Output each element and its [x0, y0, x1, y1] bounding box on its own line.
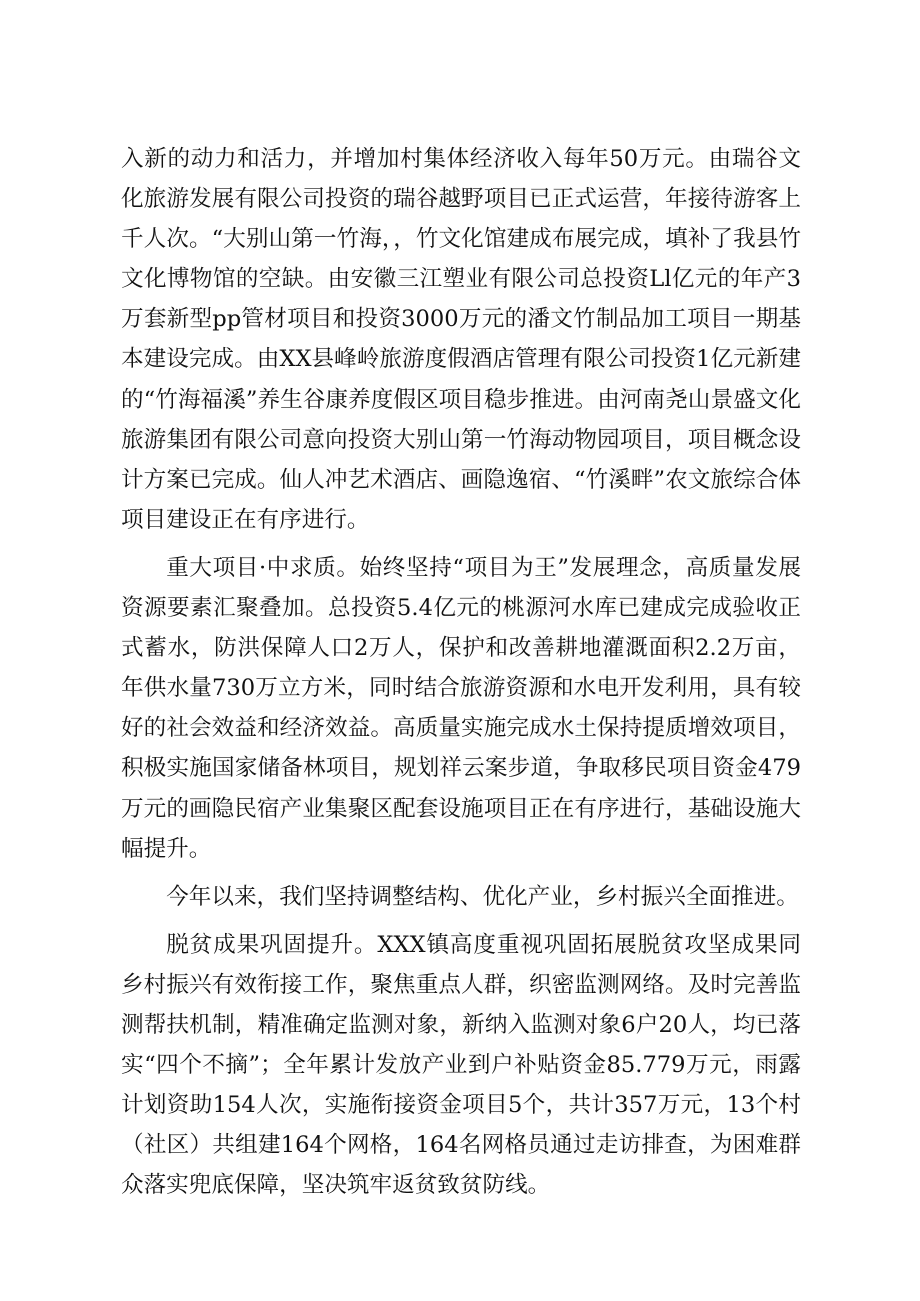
document-body	[121, 139, 801, 1205]
paragraph-continuation: 入新的动力和活力，并增加村集体经济收入每年50万元。由瑞谷文化旅游发展有限公司投资的瑞谷越野项目已正式运营，年接待游客上千人次。“大别山第一竹海，，竹文化馆建成布展完成，填补了我县竹文化博物馆的空缺。由安徽三江塑业有限公司总投资Ll亿元的年产3万套新型pp管材项目和投资3000万元的潘文竹制品加工项目一期基本建设完成。由XX县峰岭旅游度假酒店管理有限公司投资1亿元新建的“竹海福溪”养生谷康养度假区项目稳步推进。由河南尧山景盛文化旅游集团有限公司意向投资大别山第一竹海动物园项目，项目概念设计方案已完成。仙人冲艺术酒店、画隐逸宿、“竹溪畔”农文旅综合体项目建设正在有序进行。	[121, 146, 801, 533]
paragraph-poverty-alleviation: 脱贫成果巩固提升。XXX镇高度重视巩固拓展脱贫攻坚成果同乡村振兴有效衔接工作，聚焦重点人群，织密监测网络。及时完善监测帮扶机制，精准确定监测对象，新纳入监测对象6户20人，均已落实“四个不摘”；全年累计发放产业到户补贴资金85.779万元，雨露计划资助154人次，实施衔接资金项目5个，共计357万元，13个村（社区）共组建164个网格，164名网格员通过走访排查，为困难群众落实兜底保障，坚决筑牢返贫致贫防线。	[121, 931, 801, 1199]
paragraph-rural-revitalization: 今年以来，我们坚持调整结构、优化产业，乡村振兴全面推进。	[166, 883, 799, 910]
paragraph-major-projects: 重大项目·中求质。始终坚持“项目为王”发展理念，高质量发展资源要素汇聚叠加。总投资5.4亿元的桃源河水库已建成完成验收正式蓄水，防洪保障人口2万人，保护和改善耕地灌溉面积2.2万亩，年供水量730万立方米，同时结合旅游资源和水电开发利用，具有较好的社会效益和经济效益。高质量实施完成水土保持提质增效项目，积极实施国家储备林项目，规划祥云案步道，争取移民项目资金479万元的画隐民宿产业集聚区配套设施项目正在有序进行，基础设施大幅提升。	[121, 554, 801, 862]
